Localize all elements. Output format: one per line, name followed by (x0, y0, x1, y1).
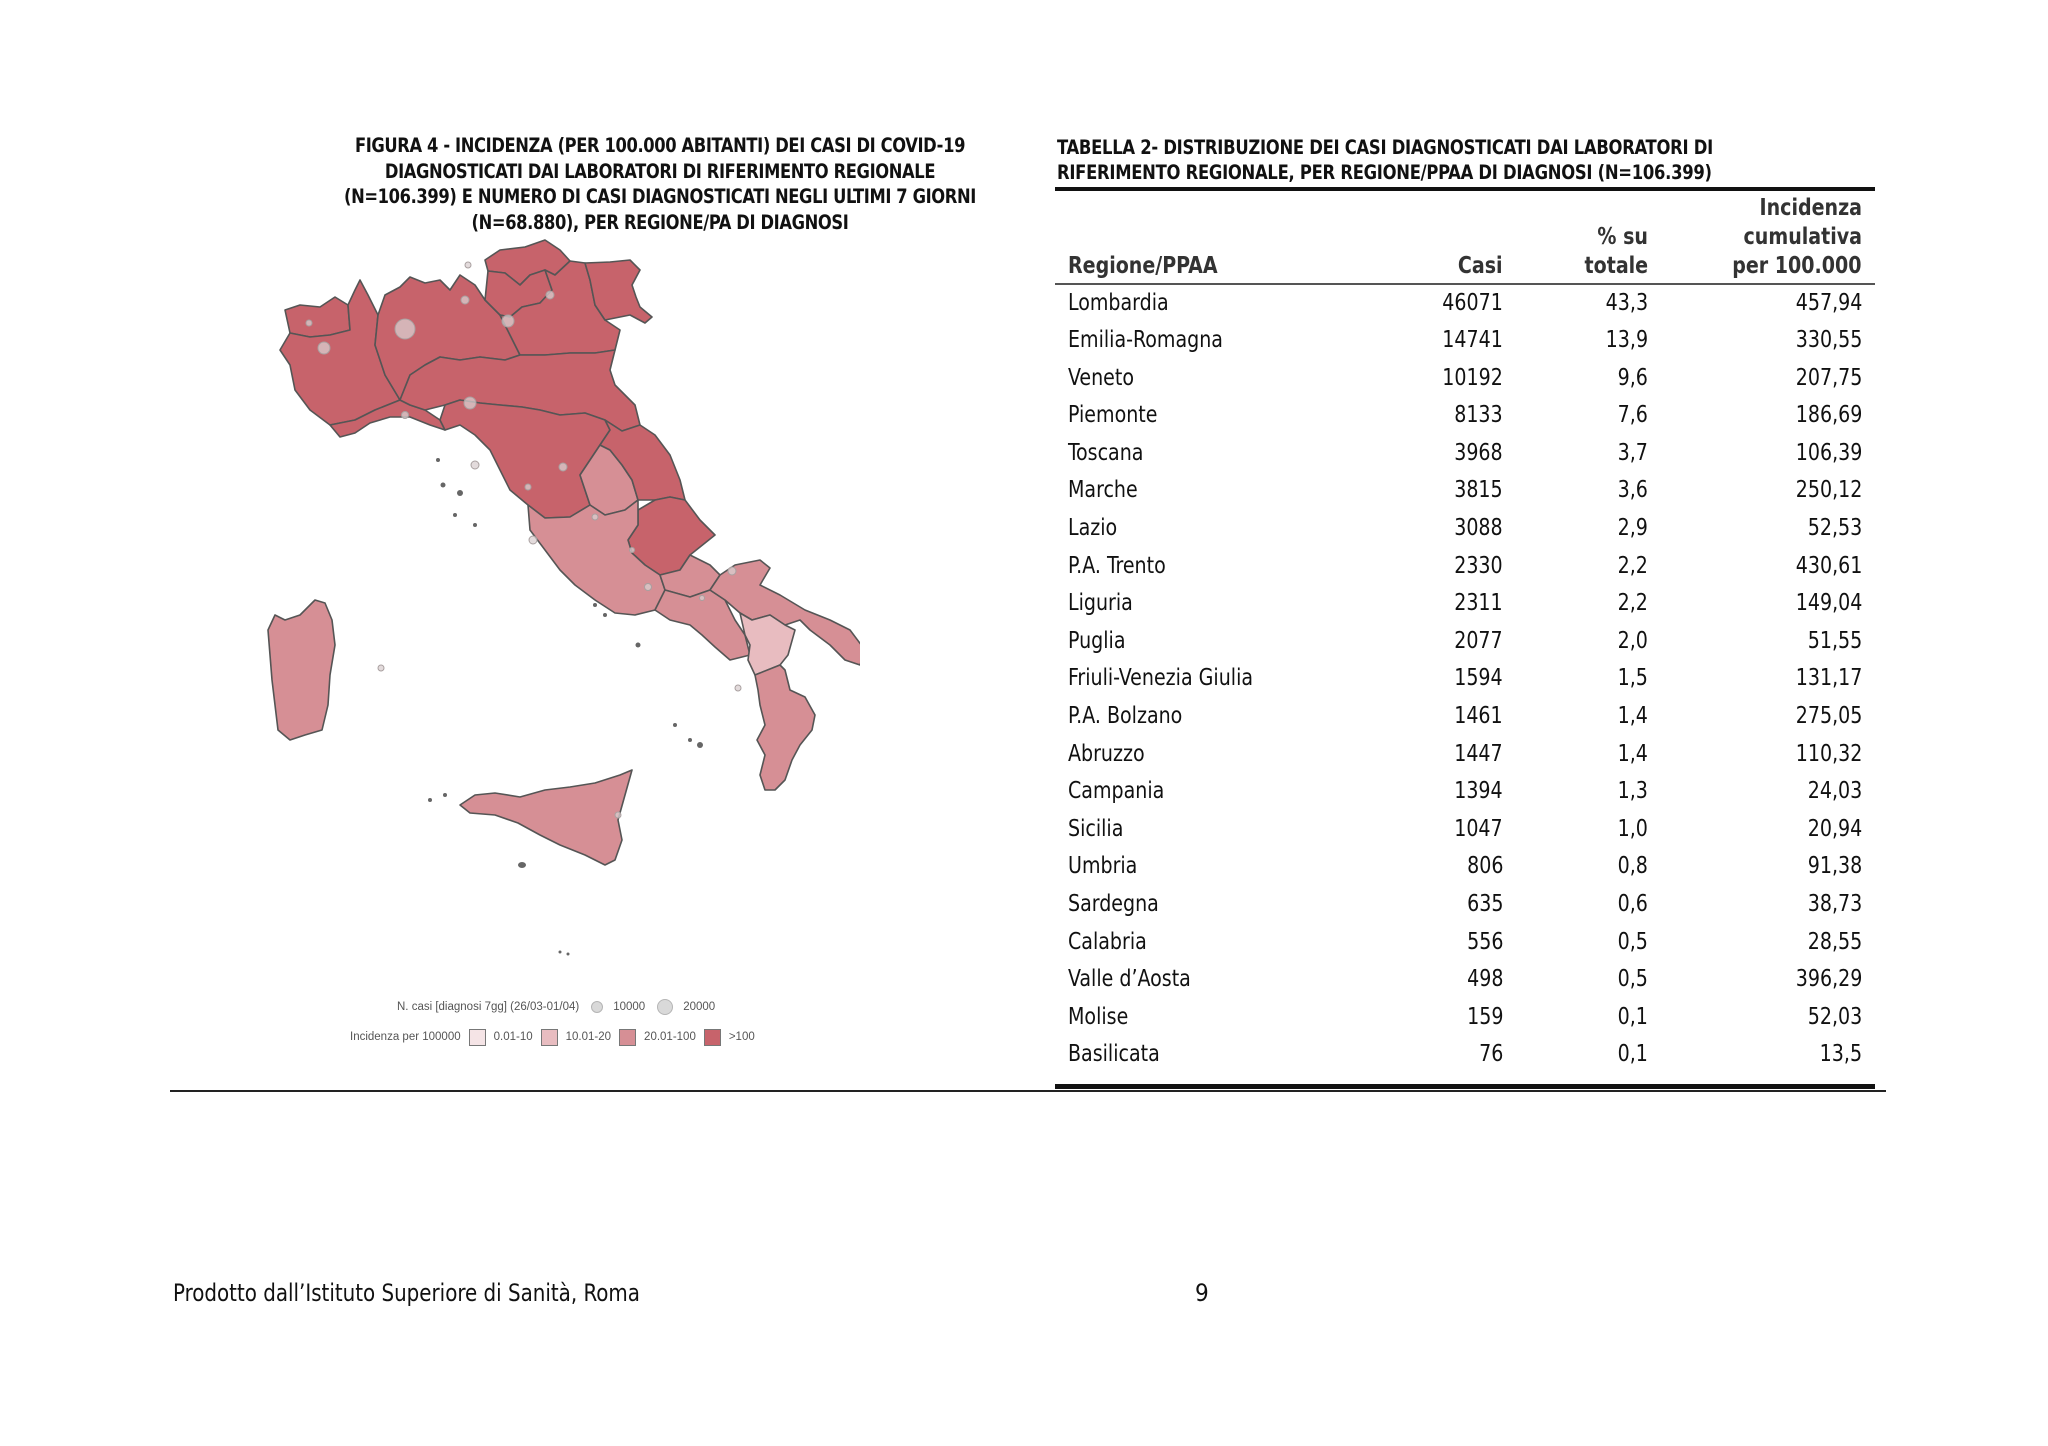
cell-casi (1368, 510, 1503, 548)
cell-pct-text: 1,3 (1617, 778, 1648, 805)
cell-casi (1368, 660, 1503, 698)
cell-casi-text: 2330 (1454, 552, 1503, 579)
cell-regione (1055, 848, 1368, 886)
table-header-row (1055, 191, 1875, 283)
map-islet (457, 490, 463, 496)
cell-incidenza (1648, 660, 1875, 698)
cell-incidenza-text: 186,69 (1795, 402, 1862, 429)
table-bottom-rule (1055, 1084, 1875, 1089)
cell-incidenza (1648, 585, 1875, 623)
cell-regione-text: Marche (1068, 477, 1138, 504)
cell-regione-text: Friuli-Venezia Giulia (1068, 665, 1254, 692)
cell-casi (1368, 472, 1503, 510)
table-row (1055, 285, 1875, 323)
map-islet (673, 723, 677, 727)
cell-regione-text: Lombardia (1068, 289, 1169, 316)
cell-pct-text: 2,0 (1617, 627, 1648, 654)
cell-regione-text: Puglia (1068, 627, 1126, 654)
cell-casi-text: 1047 (1454, 815, 1503, 842)
figure-caption-line: FIGURA 4 - INCIDENZA (PER 100.000 ABITANTI) DEI CASI DI COVID-19 (354, 134, 966, 157)
map-islet (436, 458, 440, 462)
cell-casi-text: 1394 (1454, 778, 1503, 805)
cell-casi (1368, 698, 1503, 736)
map-region-valle-daosta (285, 297, 350, 337)
cell-pct-text: 0,6 (1617, 891, 1648, 917)
cell-incidenza-text: 250,12 (1795, 477, 1862, 504)
table-row (1055, 886, 1875, 924)
figure-caption-line: (N=68.880), PER REGIONE/PA DI DIAGNOSI (471, 210, 849, 234)
cell-pct (1503, 360, 1648, 398)
col-header-regione (1055, 191, 1368, 283)
cell-regione (1055, 322, 1368, 360)
cell-regione-text: P.A. Trento (1068, 552, 1166, 579)
cell-pct (1503, 285, 1648, 323)
legend-bubble-small-icon (591, 1001, 603, 1013)
map-bubble-sardegna (378, 665, 384, 671)
cell-pct-text: 0,5 (1617, 966, 1648, 993)
legend-swatch-2 (619, 1029, 636, 1046)
cell-casi-text: 3815 (1454, 477, 1503, 504)
cell-incidenza (1648, 924, 1875, 962)
map-islet (443, 793, 447, 797)
cell-regione-text: Molise (1068, 1003, 1129, 1030)
cell-casi (1368, 360, 1503, 398)
cell-incidenza (1648, 773, 1875, 811)
cell-regione (1055, 623, 1368, 661)
cell-regione (1055, 660, 1368, 698)
cell-casi-text: 498 (1466, 966, 1503, 993)
cell-incidenza-text: 457,94 (1795, 289, 1862, 316)
cell-regione (1055, 548, 1368, 586)
col-header-pct-line1: % su (1597, 224, 1648, 250)
cell-incidenza-text: 330,55 (1795, 327, 1862, 354)
cell-pct (1503, 886, 1648, 924)
cell-incidenza-text: 110,32 (1795, 740, 1862, 767)
cell-regione-text: Valle d’Aosta (1068, 966, 1191, 993)
legend-class-label: >100 (728, 1031, 755, 1043)
map-region-calabria (755, 665, 815, 790)
table-row (1055, 698, 1875, 736)
cell-regione (1055, 360, 1368, 398)
cell-regione (1055, 698, 1368, 736)
map-bubble-sicilia (615, 812, 621, 818)
col-header-casi-label: Casi (1458, 253, 1503, 279)
table-row (1055, 736, 1875, 774)
map-bubble-lazio (529, 536, 537, 544)
cell-pct (1503, 472, 1648, 510)
cell-incidenza (1648, 848, 1875, 886)
cell-regione (1055, 811, 1368, 849)
col-header-casi (1368, 191, 1503, 283)
cell-pct-text: 0,1 (1617, 1003, 1648, 1030)
cell-pct-text: 2,2 (1617, 590, 1648, 617)
map-islet (453, 513, 457, 517)
cell-incidenza (1648, 736, 1875, 774)
cell-incidenza-text: 28,55 (1807, 928, 1862, 955)
cell-incidenza-text: 275,05 (1795, 703, 1862, 730)
cell-casi (1368, 811, 1503, 849)
cell-regione (1055, 585, 1368, 623)
cell-incidenza (1648, 322, 1875, 360)
cell-regione-text: Sicilia (1068, 815, 1124, 842)
cell-incidenza-text: 38,73 (1807, 891, 1862, 917)
cell-regione-text: Campania (1068, 778, 1165, 805)
cell-regione (1055, 924, 1368, 962)
footer-text: Prodotto dall’Istituto Superiore di Sanità, Roma (173, 1279, 640, 1307)
cell-casi-text: 1594 (1454, 665, 1503, 692)
cell-casi-text: 806 (1466, 853, 1503, 880)
table-body (1055, 285, 1875, 1074)
cell-pct (1503, 961, 1648, 999)
cell-pct (1503, 397, 1648, 435)
cell-casi-text: 556 (1466, 928, 1503, 955)
map-bubble-lombardia (395, 319, 415, 339)
figure-caption-line: DIAGNOSTICATI DAI LABORATORI DI RIFERIMENTO REGIONALE (384, 159, 936, 183)
cell-regione (1055, 472, 1368, 510)
cell-regione-text: Veneto (1068, 364, 1134, 391)
cell-pct-text: 0,5 (1617, 928, 1648, 955)
table-row (1055, 322, 1875, 360)
map-legend (340, 996, 780, 1056)
cell-regione (1055, 435, 1368, 473)
cell-pct (1503, 435, 1648, 473)
legend-bubble-small-value: 10000 (613, 1001, 646, 1013)
cell-regione-text: Lazio (1068, 515, 1118, 542)
table-row (1055, 548, 1875, 586)
data-table-body (1055, 285, 1875, 1074)
cell-pct (1503, 773, 1648, 811)
cell-pct (1503, 811, 1648, 849)
figure-caption (311, 133, 1009, 235)
cell-regione-text: P.A. Bolzano (1068, 703, 1183, 730)
cell-casi (1368, 999, 1503, 1037)
map-bubble-puglia (728, 567, 736, 575)
table-row (1055, 660, 1875, 698)
cell-casi (1368, 623, 1503, 661)
page-divider (170, 1090, 1886, 1092)
cell-incidenza (1648, 397, 1875, 435)
cell-regione-text: Umbria (1068, 853, 1138, 880)
map-islet (518, 862, 526, 868)
table-row (1055, 924, 1875, 962)
cell-regione (1055, 886, 1368, 924)
cell-incidenza (1648, 886, 1875, 924)
cell-pct-text: 9,6 (1617, 364, 1648, 391)
cell-pct-text: 1,4 (1617, 703, 1648, 730)
legend-bubble-large-value: 20000 (683, 1001, 716, 1013)
cell-casi-text: 1447 (1454, 740, 1503, 767)
cell-pct (1503, 548, 1648, 586)
cell-pct-text: 3,7 (1617, 439, 1648, 466)
map-bubble-liguria (402, 412, 409, 419)
col-header-regione-label: Regione/PPAA (1068, 253, 1218, 279)
cell-incidenza (1648, 698, 1875, 736)
cell-casi-text: 8133 (1454, 402, 1503, 429)
cell-regione (1055, 999, 1368, 1037)
cell-incidenza-text: 20,94 (1807, 815, 1862, 842)
cell-pct (1503, 698, 1648, 736)
cell-casi (1368, 961, 1503, 999)
cell-casi-text: 1461 (1454, 703, 1503, 730)
cell-casi (1368, 773, 1503, 811)
cell-incidenza-text: 51,55 (1807, 627, 1862, 654)
cell-casi (1368, 585, 1503, 623)
col-header-pct-line2: totale (1584, 253, 1648, 279)
table-row (1055, 848, 1875, 886)
cell-regione (1055, 285, 1368, 323)
cell-pct-text: 0,1 (1617, 1041, 1648, 1068)
cell-casi-text: 10192 (1442, 364, 1503, 391)
cell-casi-text: 14741 (1442, 327, 1503, 354)
cell-casi-text: 3088 (1454, 515, 1503, 542)
cell-casi-text: 3968 (1454, 439, 1503, 466)
cell-regione (1055, 736, 1368, 774)
map-bubble-basilicata (700, 596, 705, 601)
cell-casi (1368, 548, 1503, 586)
map-region-sardegna (268, 600, 335, 740)
cell-pct (1503, 924, 1648, 962)
table-row (1055, 623, 1875, 661)
cell-casi-text: 159 (1466, 1003, 1503, 1030)
cell-pct-text: 2,2 (1617, 552, 1648, 579)
table-row (1055, 961, 1875, 999)
map-bubble-piemonte (318, 342, 330, 354)
map-bubble-molise (630, 548, 635, 553)
cell-regione-text: Abruzzo (1068, 740, 1145, 767)
cell-regione (1055, 961, 1368, 999)
cell-casi-text: 635 (1466, 891, 1503, 917)
cell-pct (1503, 660, 1648, 698)
cell-pct (1503, 999, 1648, 1037)
cell-pct-text: 1,4 (1617, 740, 1648, 767)
map-islet (473, 523, 477, 527)
map-bubble-toscana (471, 461, 479, 469)
italy-choropleth-map (260, 235, 860, 970)
cell-incidenza-text: 13,5 (1819, 1041, 1862, 1068)
cell-casi (1368, 435, 1503, 473)
cell-pct (1503, 848, 1648, 886)
map-regions (268, 240, 860, 865)
legend-swatch-0 (469, 1029, 486, 1046)
cell-incidenza-text: 24,03 (1807, 778, 1862, 805)
table-row (1055, 360, 1875, 398)
table-row (1055, 585, 1875, 623)
cell-pct-text: 2,9 (1617, 515, 1648, 542)
cell-pct-text: 43,3 (1605, 289, 1648, 316)
cell-pct (1503, 1036, 1648, 1074)
legend-bubble-row (340, 996, 780, 1018)
cell-casi-text: 2077 (1454, 627, 1503, 654)
table-row (1055, 435, 1875, 473)
cell-incidenza (1648, 472, 1875, 510)
col-header-inc-line2: per 100.000 (1732, 253, 1862, 279)
figure-caption-line: (N=106.399) E NUMERO DI CASI DIAGNOSTICATI NEGLI ULTIMI 7 GIORNI (344, 185, 976, 208)
legend-swatch-1 (541, 1029, 558, 1046)
map-islet (603, 613, 607, 617)
cell-incidenza-text: 396,29 (1795, 966, 1862, 993)
cell-pct-text: 1,5 (1617, 665, 1648, 692)
map-islet (441, 483, 446, 488)
map-islet (428, 798, 432, 802)
cell-casi (1368, 886, 1503, 924)
cell-regione (1055, 397, 1368, 435)
cell-incidenza-text: 207,75 (1795, 364, 1862, 391)
cell-incidenza-text: 52,03 (1807, 1003, 1862, 1030)
cell-incidenza (1648, 548, 1875, 586)
cell-regione-text: Liguria (1068, 590, 1133, 617)
legend-bubble-label: N. casi [diagnosi 7gg] (26/03-01/04) (397, 1001, 580, 1013)
cell-regione-text: Toscana (1068, 439, 1144, 466)
table-row (1055, 811, 1875, 849)
legend-class-label: 10.01-20 (565, 1031, 612, 1043)
cell-incidenza (1648, 999, 1875, 1037)
cell-casi-text: 2311 (1454, 590, 1503, 617)
map-bubble-abruzzo (592, 514, 598, 520)
cell-regione (1055, 510, 1368, 548)
map-islet (593, 603, 597, 607)
map-islet (697, 742, 703, 748)
cell-pct-text: 7,6 (1617, 402, 1648, 429)
col-header-pct (1503, 191, 1648, 283)
cell-incidenza-text: 131,17 (1795, 665, 1862, 692)
cell-regione-text: Sardegna (1068, 891, 1159, 917)
cell-incidenza (1648, 510, 1875, 548)
map-bubble-umbria (525, 484, 531, 490)
cell-casi (1368, 397, 1503, 435)
cell-pct-text: 3,6 (1617, 477, 1648, 504)
legend-class-label: 0.01-10 (493, 1031, 533, 1043)
data-table (1055, 191, 1875, 283)
cell-regione-text: Basilicata (1068, 1041, 1160, 1068)
cell-incidenza-text: 430,61 (1795, 552, 1862, 579)
table-row (1055, 397, 1875, 435)
table-row (1055, 1036, 1875, 1074)
legend-class-label: 20.01-100 (644, 1031, 696, 1043)
cell-casi (1368, 285, 1503, 323)
table-row (1055, 773, 1875, 811)
legend-fill-row (340, 1026, 780, 1048)
cell-regione-text: Emilia-Romagna (1068, 327, 1223, 354)
cell-casi (1368, 848, 1503, 886)
cell-incidenza (1648, 360, 1875, 398)
cell-casi (1368, 1036, 1503, 1074)
cell-incidenza (1648, 811, 1875, 849)
cell-incidenza-text: 149,04 (1795, 590, 1862, 617)
map-islet (567, 953, 570, 956)
cell-incidenza (1648, 435, 1875, 473)
cell-pct-text: 0,8 (1617, 853, 1648, 880)
cell-pct-text: 1,0 (1617, 815, 1648, 842)
cell-incidenza-text: 91,38 (1807, 853, 1862, 880)
map-svg (260, 235, 860, 970)
cell-regione (1055, 773, 1368, 811)
map-bubble-trento (461, 296, 469, 304)
cell-pct (1503, 736, 1648, 774)
map-bubble-veneto (502, 315, 514, 327)
cell-incidenza-text: 52,53 (1807, 515, 1862, 542)
table-row (1055, 510, 1875, 548)
cell-casi (1368, 322, 1503, 360)
cell-incidenza (1648, 623, 1875, 661)
cell-pct-text: 13,9 (1605, 327, 1648, 354)
cell-pct (1503, 623, 1648, 661)
col-header-inc-line1: Incidenza cumulativa (1743, 195, 1862, 250)
cell-incidenza (1648, 1036, 1875, 1074)
map-islet (559, 951, 562, 954)
table-caption (1057, 135, 1842, 185)
cell-pct (1503, 585, 1648, 623)
map-bubble-friuli (546, 291, 554, 299)
cell-pct (1503, 322, 1648, 360)
map-bubble-campania (645, 584, 652, 591)
map-bubble-calabria (735, 685, 741, 691)
cell-pct (1503, 510, 1648, 548)
table-row (1055, 472, 1875, 510)
table-caption-line: TABELLA 2- DISTRIBUZIONE DEI CASI DIAGNOSTICATI DAI LABORATORI DI (1057, 136, 1713, 159)
map-bubble-emilia-romagna (464, 397, 476, 409)
cell-casi (1368, 736, 1503, 774)
map-bubble-bolzano (465, 262, 471, 268)
cell-casi-text: 46071 (1442, 289, 1503, 316)
map-region-sicilia (460, 770, 632, 865)
cell-regione (1055, 1036, 1368, 1074)
map-region-toscana (440, 400, 610, 518)
cell-incidenza (1648, 961, 1875, 999)
cases-table (1055, 187, 1875, 1089)
legend-swatch-3 (704, 1029, 721, 1046)
cell-incidenza (1648, 285, 1875, 323)
map-bubble-marche (559, 463, 567, 471)
cell-regione-text: Calabria (1068, 928, 1147, 955)
legend-bubble-large-icon (657, 999, 673, 1015)
map-bubble-valle-daosta (306, 320, 312, 326)
legend-fill-label: Incidenza per 100000 (350, 1031, 461, 1043)
page-number: 9 (1195, 1279, 1209, 1307)
table-caption-line: RIFERIMENTO REGIONALE, PER REGIONE/PPAA DI DIAGNOSI (N=106.399) (1057, 161, 1712, 184)
map-islet (636, 643, 641, 648)
table-row (1055, 999, 1875, 1037)
cell-regione-text: Piemonte (1068, 402, 1158, 429)
map-islet (688, 738, 692, 742)
cell-casi-text: 76 (1478, 1041, 1503, 1068)
cell-casi (1368, 924, 1503, 962)
col-header-incidenza (1648, 191, 1875, 283)
cell-incidenza-text: 106,39 (1795, 439, 1862, 466)
